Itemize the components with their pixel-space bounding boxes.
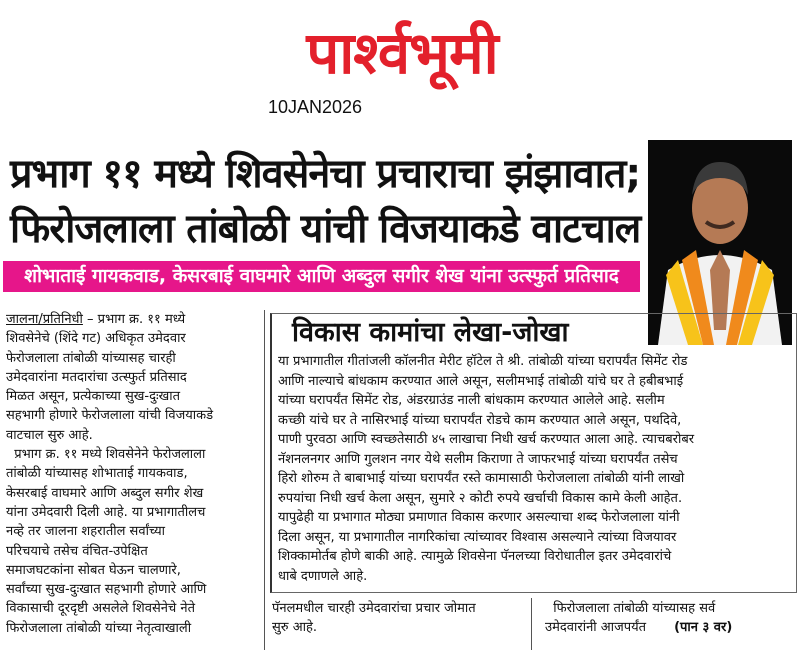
box-title: विकास कामांचा लेखा-जोखा [292, 317, 569, 348]
article-line: यांना उमेदवारी दिली आहे. या प्रभागातीलच [6, 504, 206, 520]
article-line: विकासाची दूरदृष्टी असलेले शिवसेनेचे नेते [6, 601, 196, 617]
box-line: कच्छी यांचे घर ते नासिरभाई यांच्या घरापर्यंत रोडचे काम करण्यात आले असून, पथदिवे, [278, 412, 682, 428]
article-line: फिरोजलाला तांबोळी यांच्या नेतृत्वाखाली [6, 620, 192, 636]
article-line: सर्वांच्या सुख-दुःखात सहभागी होणारे आणि [6, 582, 207, 598]
article-line: वाटचाल सुरु आहे. [6, 427, 93, 443]
left-column-article [6, 310, 261, 638]
article-line: तांबोळी यांच्यासह शोभाताई गायकवाड, [6, 466, 188, 482]
column-divider [531, 598, 532, 650]
article-line: सहभागी होणारे फेरोजलाला यांची विजयाकडे [6, 408, 214, 424]
box-line: नॅशनलनगर आणि गुलशन नगर येथे सलीम किराणा ते जाफरभाई यांच्या घरापर्यंत तसेच [278, 451, 678, 467]
bottom-column-1 [272, 599, 476, 638]
article-line: शिवसेनेचे (शिंदे गट) अधिकृत उमेदवार [6, 331, 186, 347]
subheadline-banner: शोभाताई गायकवाड, केसरबाई वाघमारे आणि अब्दुल सगीर शेख यांना उत्स्फुर्त प्रतिसाद [3, 261, 640, 292]
continued-on-page-3: (पान ३ वर) [674, 620, 733, 636]
box-line: हिरो शोरुम ते बाबाभाई यांच्या घरापर्यंत रस्ते कामासाठी फेरोजलाला तांबोळी यांनी लाखो [278, 471, 685, 486]
article-line: केसरबाई वाघमारे आणि अब्दुल सगीर शेख [6, 485, 204, 501]
article-line: समाजघटकांना सोबत घेऊन चालणारे, [6, 562, 181, 578]
development-works-box [270, 313, 797, 593]
headline-line-1: प्रभाग ११ मध्ये शिवसेनेचा प्रचाराचा झंझावात; [10, 151, 641, 197]
box-line: यापुढेही या प्रभागात मोठ्या प्रमाणात विकास करणार असल्याचा शब्द फेरोजलाला यांनी [278, 510, 680, 525]
box-line: या प्रभागातील गीतांजली कॉलनीत मेरीट हॉटेल ते श्री. तांबोळी यांच्या घरापर्यंत सिमेंट रोड [278, 354, 688, 369]
bottom-column-2 [545, 599, 732, 638]
article-line: सुरु आहे. [272, 620, 318, 636]
article-line: उमेदवारांनी आजपर्यंत [545, 620, 647, 636]
article-line: मिळत असून, प्रत्येकाच्या सुख-दुःखात [6, 389, 181, 405]
article-line: फेरोजलाला तांबोळी यांच्यासह चारही [6, 350, 176, 366]
box-line: रुपयांचा निधी खर्च केला असून, सुमारे २ कोटी रुपये खर्चाची विकास कामे केली आहेत. [278, 490, 683, 506]
article-line: – प्रभाग क्र. ११ मध्ये [82, 312, 186, 327]
dateline: जालना/प्रतिनिधी [6, 312, 83, 327]
box-line: आणि नाल्याचे बांधकाम करण्यात आले असून, सलीमभाई तांबोळी यांचे घर ते हबीबभाई [278, 373, 684, 389]
publication-date: 10JAN2026 [268, 97, 363, 117]
headline-line-2: फिरोजलाला तांबोळी यांची विजयाकडे वाटचाल [10, 206, 641, 252]
article-line: पॅनलमधील चारही उमेदवारांचा प्रचार जोमात [272, 601, 476, 616]
box-line: पाणी पुरवठा आणि स्वच्छतेसाठी ४५ लाखाचा निधी खर्च करण्यात आला आहे. त्याचबरोबर [278, 432, 695, 447]
box-line: यांच्या घरापर्यंत सिमेंट रोड, अंडरग्राउंड नाली बांधकाम करण्यात आलेले आहे. सलीम [278, 393, 665, 408]
masthead-logo: पार्श्वभूमी [306, 19, 498, 87]
box-line: धाबे दणाणले आहे. [278, 568, 368, 584]
article-line: प्रभाग क्र. ११ मध्ये शिवसेनेने फेरोजलाला [6, 447, 206, 463]
box-line: शिक्कामोर्तब होणे बाकी आहे. त्यामुळे शिवसेना पॅनलच्या विरोधातील इतर उमेदवारांचे [278, 549, 672, 564]
column-divider [264, 310, 265, 650]
article-line: उमेदवारांना मतदारांचा उत्स्फुर्त प्रतिसाद [6, 369, 187, 385]
article-line: नव्हे तर जालना शहरातील सर्वांच्या [6, 524, 165, 540]
article-line: परिचयाचे तसेच वंचित-उपेक्षित [6, 543, 148, 559]
article-line: फिरोजलाला तांबोळी यांच्यासह सर्व [545, 601, 716, 616]
box-line: दिला असून, या प्रभागातील नागरिकांचा त्यांच्यावर विश्वास असल्याने त्यांच्या विजयावर [278, 529, 677, 545]
